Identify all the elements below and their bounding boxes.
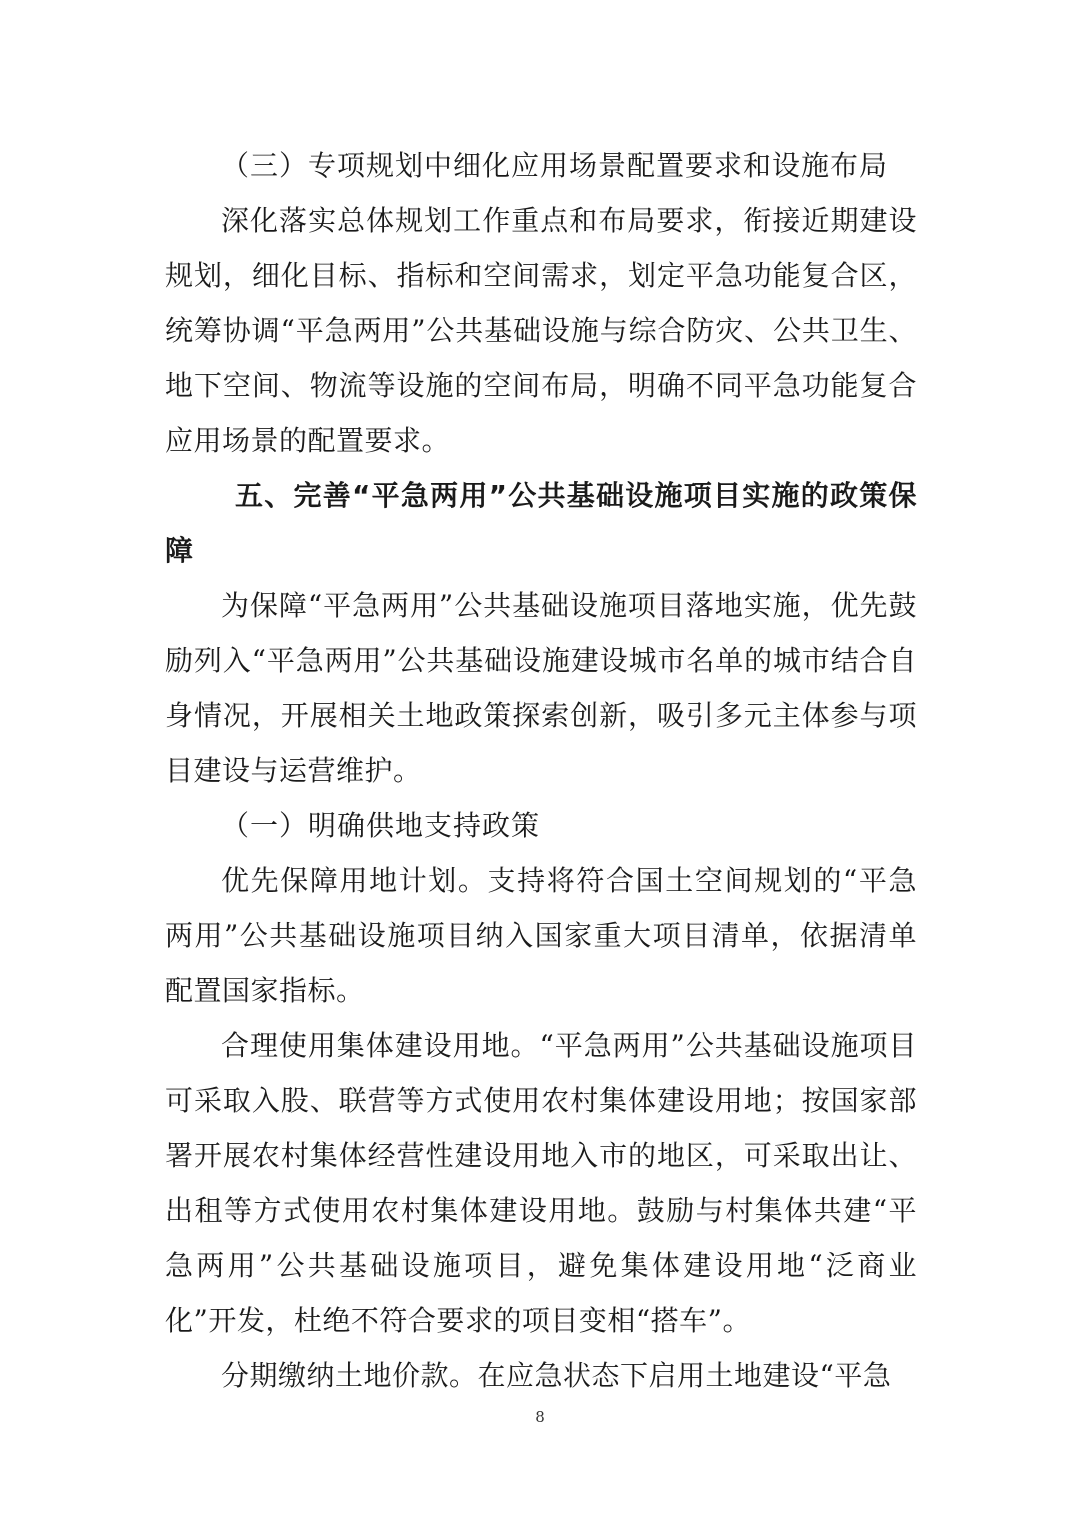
item-3-paragraph <box>165 1348 917 1403</box>
item-2-lead: 合理使用集体建设用地。 <box>221 1029 540 1062</box>
item-1-lead: 优先保障用地计划。 <box>221 864 488 897</box>
item-2-body: “平急两用”公共基础设施项目可采取入股、联营等方式使用农村集体建设用地；按国家部署开展农村集体经营性建设用地入市的地区，可采取出让、出租等方式使用农村集体建设用地。鼓励与村集体共建“平急两用”公共基础设施项目，避免集体建设用地“泛商业化”开发，杜绝不符合要求的项目变相“搭车”。 <box>165 1029 917 1337</box>
sub-1-heading: （一）明确供地支持政策 <box>221 809 541 842</box>
page-number: 8 <box>535 1408 545 1426</box>
section-c-heading: （三）专项规划中细化应用场景配置要求和设施布局 <box>221 149 889 182</box>
item-1-paragraph <box>165 853 917 1018</box>
page-content <box>165 138 917 1403</box>
item-1-body: 支持将符合国土空间规划的“平急两用”公共基础设施项目纳入国家重大项目清单，依据清单配置国家指标。 <box>165 864 917 1007</box>
item-2-paragraph <box>165 1018 917 1348</box>
item-3-body: 在应急状态下启用土地建设“平急 <box>477 1359 892 1392</box>
section-c-body: 深化落实总体规划工作重点和布局要求，衔接近期建设规划，细化目标、指标和空间需求，划定平急功能复合区，统筹协调“平急两用”公共基础设施与综合防灾、公共卫生、地下空间、物流等设施的空间布局，明确不同平急功能复合应用场景的配置要求。 <box>165 204 917 457</box>
item-3-lead: 分期缴纳土地价款。 <box>221 1359 478 1392</box>
section-5-body: 为保障“平急两用”公共基础设施项目落地实施，优先鼓励列入“平急两用”公共基础设施建设城市名单的城市结合自身情况，开展相关土地政策探索创新，吸引多元主体参与项目建设与运营维护。 <box>165 589 917 787</box>
section-5-heading: 五、完善“平急两用”公共基础设施项目实施的政策保障 <box>165 479 917 567</box>
